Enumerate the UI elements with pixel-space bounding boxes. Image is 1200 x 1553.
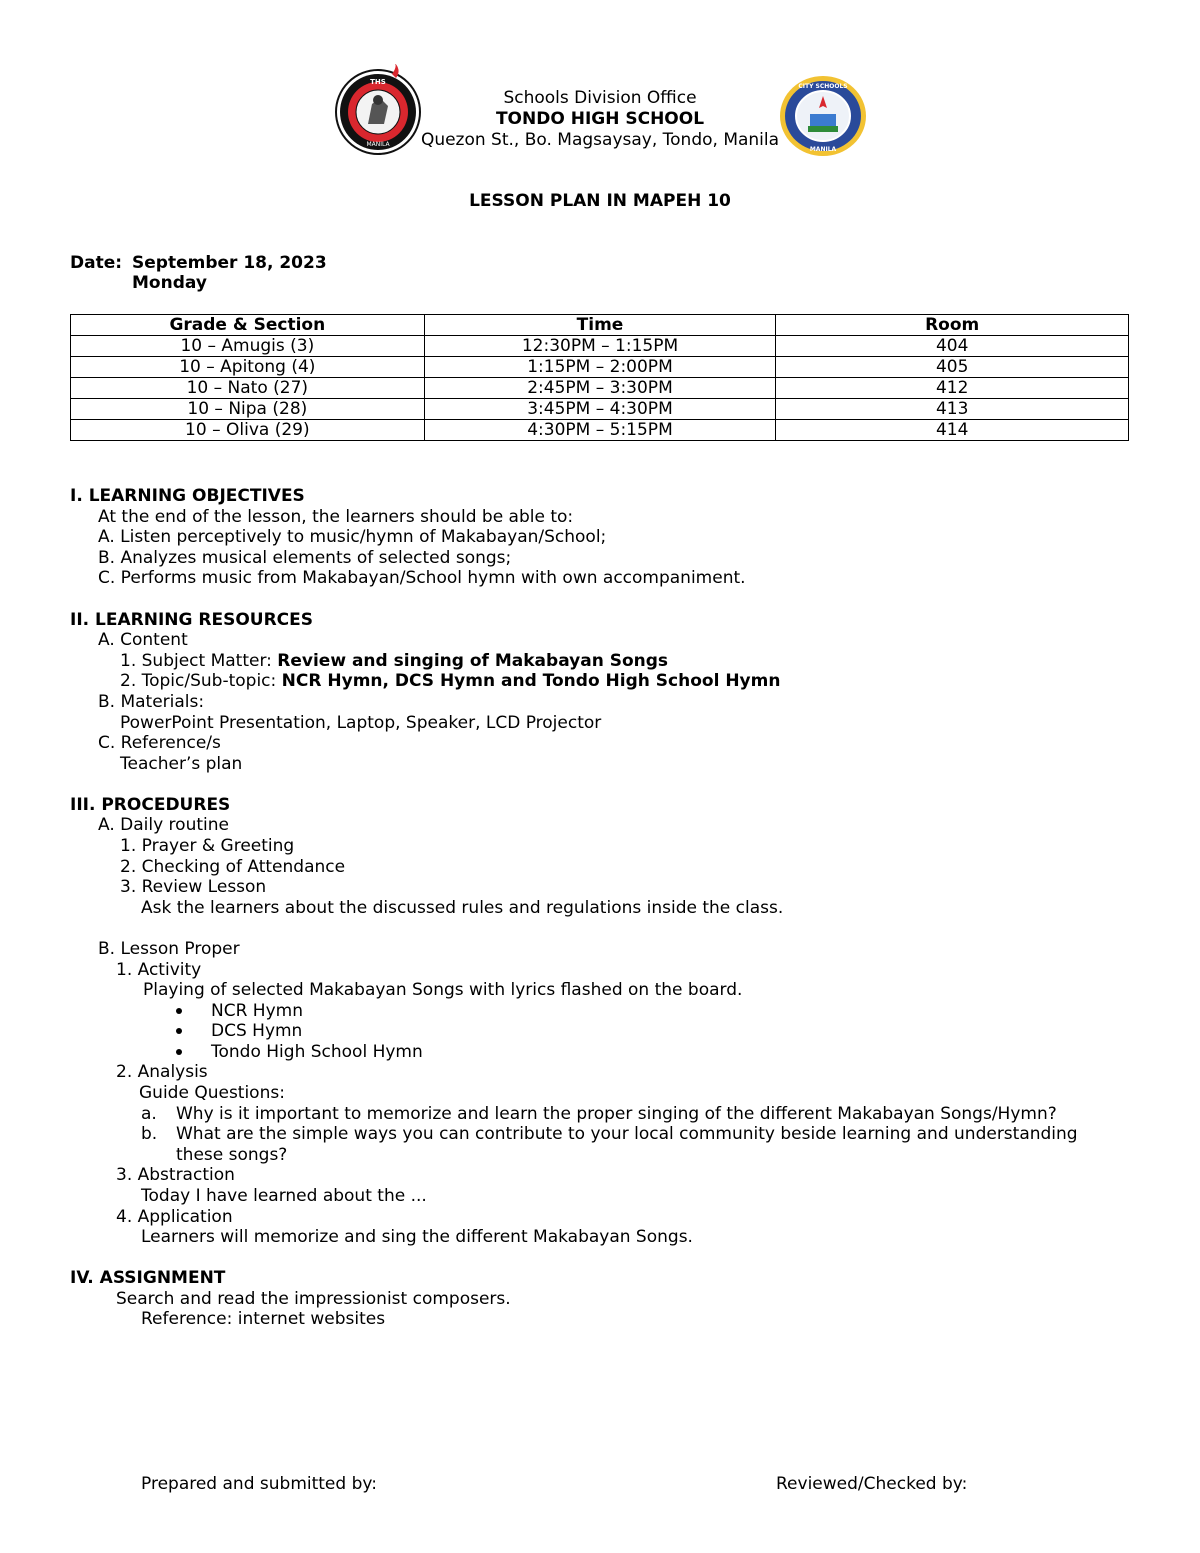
column-header: Grade & Section bbox=[71, 315, 425, 336]
date-label: Date: bbox=[70, 253, 123, 273]
table-row bbox=[71, 420, 1129, 441]
section-cell: 10 – Oliva (29) bbox=[71, 420, 425, 441]
application-label: 4. Application bbox=[116, 1207, 233, 1227]
school-name: TONDO HIGH SCHOOL bbox=[495, 109, 705, 129]
section-cell: 10 – Nipa (28) bbox=[71, 399, 425, 420]
document-title: LESSON PLAN IN MAPEH 10 bbox=[469, 191, 731, 211]
topic-label: 2. Topic/Sub-topic: bbox=[120, 671, 282, 691]
question-marker: b. bbox=[141, 1124, 158, 1144]
reference-label: C. Reference/s bbox=[98, 733, 221, 753]
bullet-icon bbox=[176, 1028, 182, 1034]
subject-matter-value: Review and singing of Makabayan Songs bbox=[277, 651, 669, 671]
objectives-heading: I. LEARNING OBJECTIVES bbox=[70, 486, 305, 506]
subject-matter bbox=[120, 651, 668, 671]
song-item: DCS Hymn bbox=[211, 1021, 303, 1041]
objective-item: C. Performs music from Makabayan/School hymn with own accompaniment. bbox=[98, 568, 746, 588]
assignment-heading: IV. ASSIGNMENT bbox=[70, 1268, 226, 1288]
review-text: Ask the learners about the discussed rules and regulations inside the class. bbox=[141, 898, 784, 918]
objective-item: A. Listen perceptively to music/hymn of Makabayan/School; bbox=[98, 527, 607, 547]
room-cell: 404 bbox=[776, 336, 1129, 357]
section-cell: 10 – Apitong (4) bbox=[71, 357, 425, 378]
song-item: NCR Hymn bbox=[211, 1001, 303, 1021]
office-name: Schools Division Office bbox=[503, 88, 697, 108]
procedures-heading: III. PROCEDURES bbox=[70, 795, 231, 815]
table-header-row bbox=[71, 315, 1129, 336]
svg-text:MANILA: MANILA bbox=[809, 146, 837, 153]
materials-label: B. Materials: bbox=[98, 692, 205, 712]
abstraction-text: Today I have learned about the ... bbox=[141, 1186, 427, 1206]
table-row bbox=[71, 378, 1129, 399]
svg-text:MANILA: MANILA bbox=[366, 141, 390, 148]
content-label: A. Content bbox=[98, 630, 188, 650]
svg-text:THS: THS bbox=[370, 78, 386, 86]
schedule-table bbox=[70, 314, 1129, 441]
question-marker: a. bbox=[141, 1104, 157, 1124]
assignment-text: Search and read the impressionist composers. bbox=[116, 1289, 511, 1309]
daily-routine-item: 3. Review Lesson bbox=[120, 877, 267, 897]
question-b: What are the simple ways you can contribute to your local community beside learning and understanding bbox=[176, 1124, 1078, 1144]
topic-value: NCR Hymn, DCS Hymn and Tondo High School Hymn bbox=[281, 671, 781, 691]
time-cell: 4:30PM – 5:15PM bbox=[424, 420, 776, 441]
prepared-by-label: Prepared and submitted by: bbox=[141, 1474, 377, 1494]
table-row bbox=[71, 336, 1129, 357]
assignment-reference: Reference: internet websites bbox=[141, 1309, 386, 1329]
column-header: Time bbox=[424, 315, 776, 336]
question-a: Why is it important to memorize and learn the proper singing of the different Makabayan Songs/Hymn? bbox=[176, 1104, 1057, 1124]
reference-value: Teacher’s plan bbox=[120, 754, 243, 774]
table-row bbox=[71, 357, 1129, 378]
daily-routine-item: 2. Checking of Attendance bbox=[120, 857, 346, 877]
objective-item: B. Analyzes musical elements of selected songs; bbox=[98, 548, 512, 568]
column-header: Room bbox=[776, 315, 1129, 336]
application-text: Learners will memorize and sing the different Makabayan Songs. bbox=[141, 1227, 693, 1247]
subject-matter-label: 1. Subject Matter: bbox=[120, 651, 278, 671]
activity-text: Playing of selected Makabayan Songs with lyrics flashed on the board. bbox=[143, 980, 743, 1000]
section-cell: 10 – Nato (27) bbox=[71, 378, 425, 399]
materials-value: PowerPoint Presentation, Laptop, Speaker, LCD Projector bbox=[120, 713, 602, 733]
daily-routine-label: A. Daily routine bbox=[98, 815, 229, 835]
question-b-continued: these songs? bbox=[176, 1145, 288, 1165]
table-row bbox=[71, 399, 1129, 420]
svg-text:CITY SCHOOLS: CITY SCHOOLS bbox=[798, 83, 848, 90]
room-cell: 414 bbox=[776, 420, 1129, 441]
time-cell: 2:45PM – 3:30PM bbox=[424, 378, 776, 399]
analysis-label: 2. Analysis bbox=[116, 1062, 208, 1082]
room-cell: 405 bbox=[776, 357, 1129, 378]
section-cell: 10 – Amugis (3) bbox=[71, 336, 425, 357]
date-value: September 18, 2023 bbox=[132, 253, 327, 273]
time-cell: 3:45PM – 4:30PM bbox=[424, 399, 776, 420]
school-address: Quezon St., Bo. Magsaysay, Tondo, Manila bbox=[420, 130, 780, 150]
time-cell: 12:30PM – 1:15PM bbox=[424, 336, 776, 357]
resources-heading: II. LEARNING RESOURCES bbox=[70, 610, 313, 630]
lesson-proper-label: B. Lesson Proper bbox=[98, 939, 240, 959]
objectives-intro: At the end of the lesson, the learners should be able to: bbox=[98, 507, 574, 527]
time-cell: 1:15PM – 2:00PM bbox=[424, 357, 776, 378]
guide-questions-label: Guide Questions: bbox=[139, 1083, 285, 1103]
reviewed-by-label: Reviewed/Checked by: bbox=[776, 1474, 968, 1494]
bullet-icon bbox=[176, 1008, 182, 1014]
activity-label: 1. Activity bbox=[116, 960, 202, 980]
room-cell: 412 bbox=[776, 378, 1129, 399]
bullet-icon bbox=[176, 1049, 182, 1055]
song-item: Tondo High School Hymn bbox=[211, 1042, 423, 1062]
date-day: Monday bbox=[132, 273, 207, 293]
daily-routine-item: 1. Prayer & Greeting bbox=[120, 836, 295, 856]
topic bbox=[120, 671, 780, 691]
room-cell: 413 bbox=[776, 399, 1129, 420]
abstraction-label: 3. Abstraction bbox=[116, 1165, 235, 1185]
